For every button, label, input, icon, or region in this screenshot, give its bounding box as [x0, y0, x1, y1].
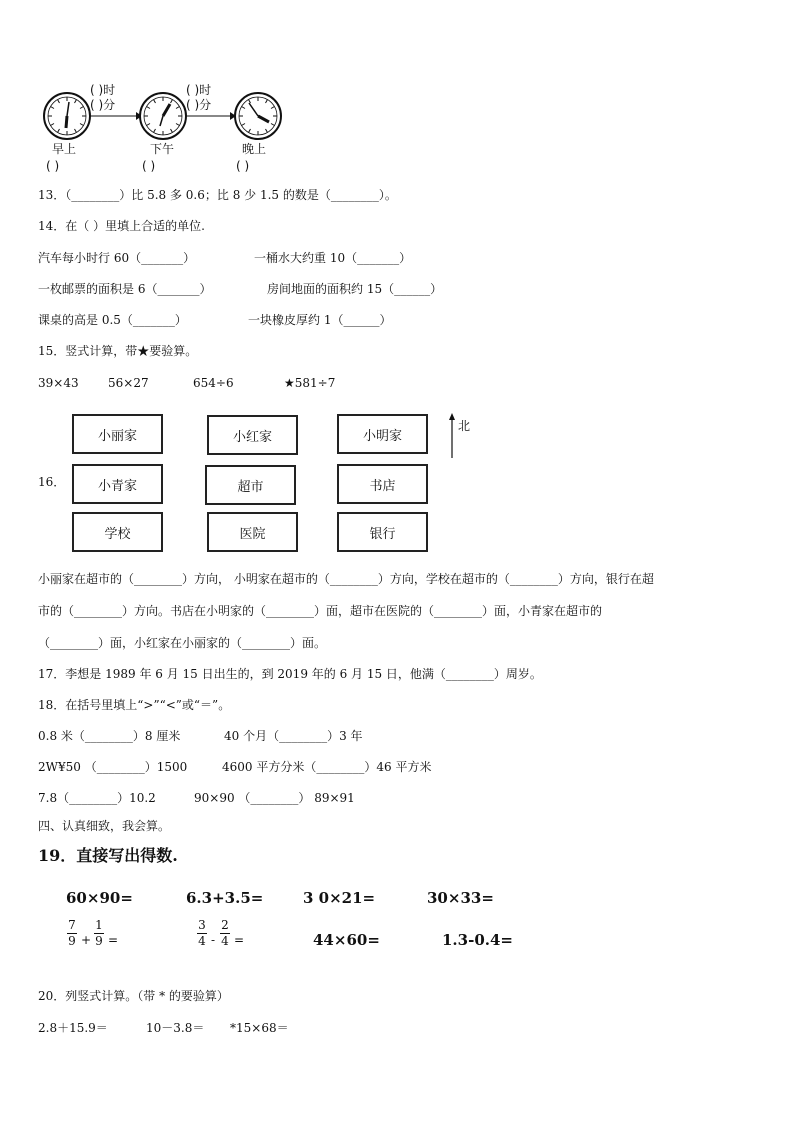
fraction-op-minus: -: [211, 933, 216, 947]
map-box-school: 学校: [72, 512, 163, 552]
q20-expr1: 2.8＋15.9＝: [38, 1021, 108, 1035]
q15-expr2: 56×27: [108, 376, 149, 390]
map-box-xiaoming: 小明家: [337, 414, 428, 454]
map-box-xiaoqing: 小青家: [72, 464, 163, 504]
q15-expr4: ★581÷7: [284, 376, 336, 390]
morning-clock: [44, 93, 90, 139]
map-box-xiaoli: 小丽家: [72, 414, 163, 454]
q18-row1b: 40 个月（________）3 年: [224, 729, 363, 743]
question-15-title: 15．竖式计算，带★要验算。: [38, 344, 198, 358]
elapsed1-min: ( )分: [90, 98, 116, 112]
q19-a4: 30×33=: [427, 889, 494, 907]
q18-row2a: 2W¥50 （________）1500: [38, 760, 188, 774]
fraction-op-plus: +: [81, 933, 92, 947]
question-17: 17．李想是 1989 年 6 月 15 日出生的，到 2019 年的 6 月 15 日，他满（________）周岁。: [38, 667, 542, 681]
map-box-supermarket: 超市: [205, 465, 296, 505]
q16-line3: （________）面，小红家在小丽家的（________）面。: [38, 636, 327, 650]
question-20-title: 20．列竖式计算。（带 * 的要验算）: [38, 989, 229, 1003]
evening-label: 晚上: [242, 142, 267, 156]
q14-row2a: 一枚邮票的面积是 6（_______）: [38, 282, 212, 296]
q19-b3: 44×60=: [313, 931, 380, 949]
question-19-title: 19．直接写出得数.: [38, 846, 178, 865]
q19-a1: 60×90=: [66, 889, 133, 907]
map-box-bookstore: 书店: [337, 464, 428, 504]
fraction-2-4: 2 4: [221, 918, 229, 948]
question-16-number: 16．: [38, 475, 66, 489]
fraction-3-4: 3 4: [198, 918, 206, 948]
evening-clock: [235, 93, 281, 139]
q14-row1a: 汽车每小时行 60（_______）: [38, 251, 196, 265]
afternoon-label: 下午: [150, 142, 175, 156]
evening-blank: ( ): [236, 159, 250, 173]
fraction-eq-2: =: [234, 933, 245, 947]
elapsed2-hour: ( )时: [186, 83, 212, 97]
q16-line2: 市的（________）方向。书店在小明家的（________）面，超市在医院的（________）面，小青家在超市的: [38, 604, 603, 618]
morning-label: 早上: [52, 142, 77, 156]
question-18-title: 18．在括号里填上“>”“<”或“＝”。: [38, 698, 231, 712]
map-box-hospital: 医院: [207, 512, 298, 552]
q16-line1: 小丽家在超市的（________）方向， 小明家在超市的（________）方向，学校在超市的（________）方向，银行在超: [38, 572, 654, 586]
fraction-7-9: 7 9: [68, 918, 76, 948]
q18-row3b: 90×90 （________） 89×91: [194, 791, 355, 805]
q18-row2b: 4600 平方分米（________）46 平方米: [222, 760, 432, 774]
north-arrow-icon: [447, 413, 457, 459]
q14-row3b: 一块橡皮厚约 1（______）: [248, 313, 392, 327]
q14-row3a: 课桌的高是 0.5（_______）: [38, 313, 187, 327]
q19-a2: 6.3+3.5=: [186, 889, 264, 907]
q15-expr3: 654÷6: [193, 376, 234, 390]
q18-row1a: 0.8 米（________）8 厘米: [38, 729, 181, 743]
q19-b4: 1.3-0.4=: [442, 931, 513, 949]
q18-row3a: 7.8（________）10.2: [38, 791, 156, 805]
elapsed1-hour: ( )时: [90, 83, 116, 97]
q14-row2b: 房间地面的面积约 15（______）: [267, 282, 443, 296]
q20-expr2: 10－3.8＝: [146, 1021, 205, 1035]
q20-expr3: *15×68＝: [230, 1021, 289, 1035]
north-label: 北: [458, 419, 471, 433]
afternoon-blank: ( ): [142, 159, 156, 173]
q14-row1b: 一桶水大约重 10（_______）: [254, 251, 412, 265]
elapsed2-min: ( )分: [186, 98, 212, 112]
afternoon-clock: [140, 93, 186, 139]
q19-a3: 3 0×21=: [303, 889, 376, 907]
morning-blank: ( ): [46, 159, 60, 173]
question-14-title: 14．在（ ）里填上合适的单位.: [38, 219, 205, 233]
question-13: 13．（________）比 5.8 多 0.6；比 8 少 1.5 的数是（________）。: [38, 188, 397, 202]
section-4-heading: 四、认真细致，我会算。: [38, 819, 171, 833]
map-box-xiaohong: 小红家: [207, 415, 298, 455]
q15-expr1: 39×43: [38, 376, 79, 390]
map-box-bank: 银行: [337, 512, 428, 552]
fraction-1-9: 1 9: [95, 918, 103, 948]
fraction-eq-1: =: [108, 933, 119, 947]
